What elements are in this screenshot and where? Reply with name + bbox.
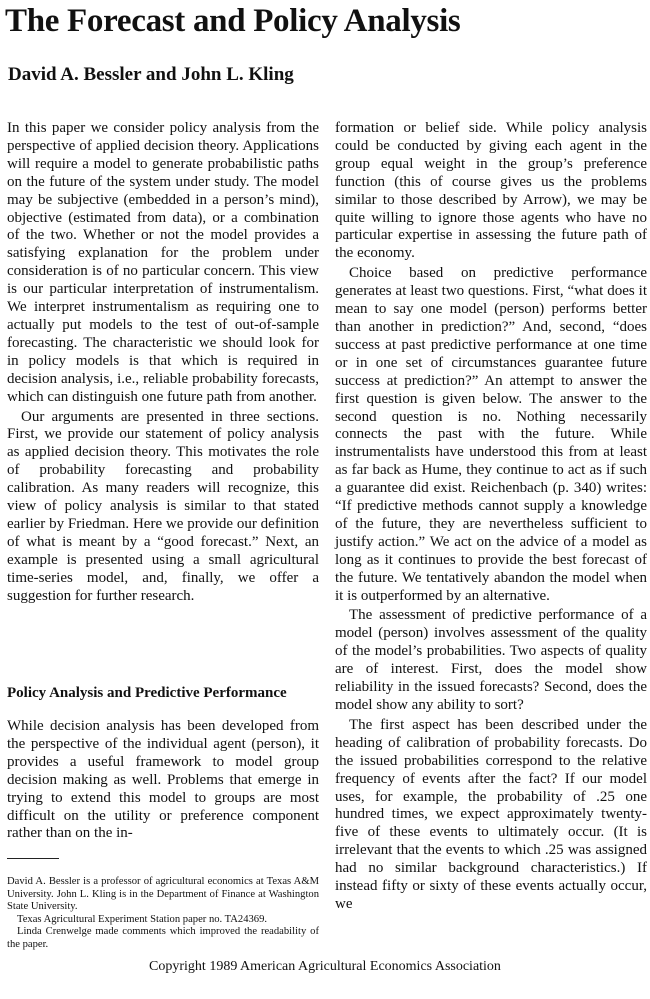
article-authors: David A. Bessler and John L. Kling xyxy=(8,64,294,85)
left-column xyxy=(7,120,319,605)
body-paragraph: The assessment of predictive performance of a model (person) involves assessment of the quality of the model’s probabilities. Two aspects of quality are of interest. First, does the model show reliability in the issued forecasts? Second, does the model show any ability to sort? xyxy=(335,607,647,713)
body-paragraph: Our arguments are presented in three sections. First, we provide our statement of policy analysis as applied decision theory. This motivates the role of probability forecasting and probability calibration. As many readers will recognize, this view of policy analysis is similar to that stated earlier by Friedman. Here we provide our definition of what is meant by a “good forecast.” Next, an example is presented using a small agricultural time-series model, and, finally, we offer a suggestion for further research. xyxy=(7,408,319,604)
footnote: Texas Agricultural Experiment Station paper no. TA24369. xyxy=(17,913,268,925)
body-paragraph: While decision analysis has been developed from the perspective of the individual agent (person), it provides a useful framework to model group decision making as well. Problems that emerge in trying to extend this model to groups are most difficult on the utility or preference component rather than on the in- xyxy=(7,718,319,842)
footnotes xyxy=(7,876,319,951)
right-column xyxy=(335,120,647,914)
body-paragraph: formation or belief side. While policy analysis could be conducted by giving each agent in the group equal weight in the group’s preference function (this of course gives us the problems similar to those described by Arrow), we may be quite willing to ignore those agents who have no particular expertise in assessing the future path of the economy. xyxy=(335,120,647,262)
footnote: David A. Bessler is a professor of agricultural economics at Texas A&M University. John L. Kling is in the Department of Finance at Washington State University. xyxy=(7,876,319,912)
article-title: The Forecast and Policy Analysis xyxy=(5,3,461,39)
footnote-divider xyxy=(7,858,59,859)
section-body xyxy=(7,718,319,843)
body-paragraph: The first aspect has been described under the heading of calibration of probability forecasts. Do the issued probabilities correspond to the relative frequency of events after the fact? If our model uses, for example, the probability of .25 one hundred times, we expect approximately twenty-five of these events to ultimately occur. (It is irrelevant that the events to which .25 was assigned had no similar background characteristics.) If instead fifty or sixty of these events actually occur, we xyxy=(335,716,647,912)
body-paragraph: Choice based on predictive performance generates at least two questions. First, “what does it mean to say one model (person) performs better than another in prediction?” And, second, “does success at past predictive performance at one time or in one set of circumstances guarantee future success at prediction?” An attempt to answer the first question is given below. The answer to the second question is no. Nothing necessarily connects the past with the future. While instrumentalists have understood this from at least as far back as Hume, they continue to act as if such a guarantee did exist. Reichenbach (p. 340) writes: “If predictive methods cannot supply a knowledge of the future, they are nevertheless sufficient to justify action.” We act on the advice of a model as long as it continues to provide the best forecast of the future. We tentatively abandon the model when it is outperformed by an alternative. xyxy=(335,265,647,604)
body-paragraph: In this paper we consider policy analysis from the perspective of applied decision theory. Applications will require a model to generate probabilistic paths on the future of the system under study. The model may be subjective (embedded in a person’s mind), objective (estimated from data), or a combination of the two. Whether or not the model provides a satisfying explanation for the problem under consideration is of no particular concern. This view is our particular interpretation of instrumentalism. We interpret instrumentalism as requiring one to actually put models to the test of out-of-sample forecasting. The characteristic we should look for in policy models is that which is required in decision analysis, i.e., reliable probability forecasts, which can distinguish one future path from another. xyxy=(7,120,319,405)
footnote: Linda Crenwelge made comments which improved the readability of the paper. xyxy=(7,926,319,950)
copyright-notice: Copyright 1989 American Agricultural Economics Association xyxy=(149,959,501,974)
section-heading: Policy Analysis and Predictive Performance xyxy=(7,685,287,701)
